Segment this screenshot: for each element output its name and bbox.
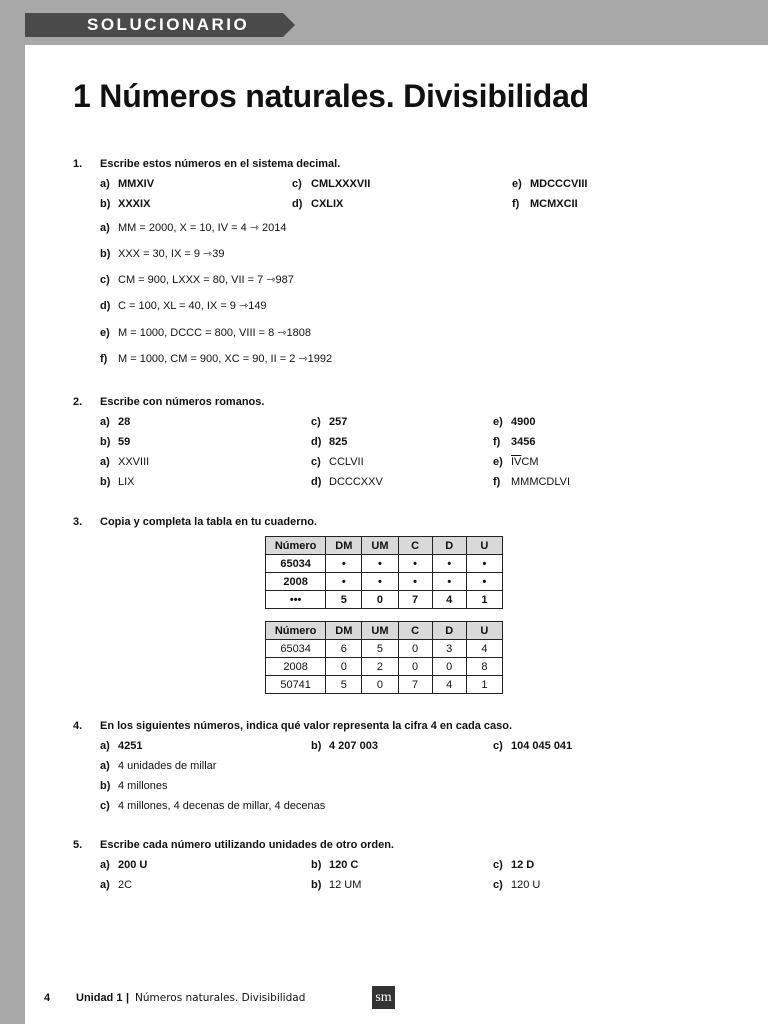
- answer-text-rest: CM: [521, 456, 539, 468]
- item-value: 257: [329, 416, 348, 428]
- answer-label: a): [100, 456, 110, 468]
- item-value: 4251: [118, 740, 143, 752]
- item-label: a): [100, 740, 110, 752]
- header-banner: [25, 13, 295, 37]
- table-cell: 65034: [266, 555, 326, 573]
- table-cell: 4: [432, 591, 466, 609]
- page-title: 1 Números naturales. Divisibilidad: [73, 78, 590, 114]
- item-value: 4 207 003: [329, 740, 378, 752]
- item-value: 120 C: [329, 859, 359, 871]
- table-exercise: [265, 536, 503, 609]
- header-cell: DM: [326, 537, 362, 555]
- table-cell: 0: [398, 658, 432, 676]
- table-cell: •: [432, 555, 466, 573]
- table-cell: 65034: [266, 640, 326, 658]
- header-cell: D: [432, 537, 466, 555]
- header-cell: C: [398, 622, 432, 640]
- exercise-3-prompt: Copia y completa la tabla en tu cuaderno.: [100, 516, 317, 528]
- item-label: c): [292, 178, 302, 190]
- item-value: 12 D: [511, 859, 535, 871]
- answer-label: a): [100, 222, 110, 234]
- exercise-1-number: 1.: [73, 158, 83, 170]
- header-cell: C: [398, 537, 432, 555]
- exercise-4-number: 4.: [73, 720, 83, 732]
- item-label: f): [493, 436, 501, 448]
- answer-label: b): [311, 879, 322, 891]
- table-cell: 1: [466, 676, 502, 694]
- header-cell: U: [466, 537, 502, 555]
- item-value: 825: [329, 436, 348, 448]
- item-value: MMXIV: [118, 178, 155, 190]
- item-value: 200 U: [118, 859, 148, 871]
- table-cell: •••: [266, 591, 326, 609]
- table-cell: 6: [326, 640, 362, 658]
- table-cell: 7: [398, 676, 432, 694]
- table-cell: 5: [326, 591, 362, 609]
- item-value: MDCCCVIII: [530, 178, 588, 190]
- item-label: d): [292, 198, 303, 210]
- header-cell: UM: [362, 537, 398, 555]
- answer-text: 12 UM: [329, 879, 362, 891]
- table-cell: •: [398, 573, 432, 591]
- header-cell: Número: [266, 537, 326, 555]
- answer-text: CM = 900, LXXX = 80, VII = 7 ⇾987: [118, 274, 294, 286]
- exercise-2-number: 2.: [73, 396, 83, 408]
- answer-label: f): [100, 353, 108, 365]
- header-cell: D: [432, 622, 466, 640]
- table-row: [266, 676, 503, 694]
- exercise-1-prompt: Escribe estos números en el sistema decimal.: [100, 158, 341, 170]
- table-cell: •: [466, 573, 502, 591]
- footer-chapter: Números naturales. Divisibilidad: [135, 992, 306, 1004]
- table-cell: •: [432, 573, 466, 591]
- page-number: 4: [44, 992, 51, 1004]
- table-cell: 0: [326, 658, 362, 676]
- table-cell: •: [362, 555, 398, 573]
- answer-label: c): [493, 879, 503, 891]
- item-value: MCMXCII: [530, 198, 578, 210]
- table-cell: 5: [362, 640, 398, 658]
- table-cell: 2: [362, 658, 398, 676]
- table-cell: 0: [362, 676, 398, 694]
- item-label: b): [100, 198, 111, 210]
- item-label: b): [311, 859, 322, 871]
- banner-title: SOLUCIONARIO: [87, 15, 250, 34]
- publisher-logo: sm: [372, 986, 395, 1009]
- table-cell: 4: [432, 676, 466, 694]
- answer-label: e): [100, 327, 110, 339]
- answer-text: MM = 2000, X = 10, IV = 4 ⇾ 2014: [118, 222, 287, 234]
- answer-text: XXVIII: [118, 456, 150, 468]
- answer-text: MMMCDLVI: [511, 476, 571, 488]
- answer-text: 4 millones, 4 decenas de millar, 4 decenas: [118, 800, 326, 812]
- table-cell: •: [326, 555, 362, 573]
- answer-text: M = 1000, DCCC = 800, VIII = 8 ⇾1808: [118, 327, 311, 339]
- footer-separator: |: [126, 992, 130, 1004]
- table-cell: •: [398, 555, 432, 573]
- table-cell: 5: [326, 676, 362, 694]
- table-cell: 3: [432, 640, 466, 658]
- exercise-3-number: 3.: [73, 516, 83, 528]
- item-label: c): [493, 859, 503, 871]
- answer-text: 4 millones: [118, 780, 168, 792]
- item-value: 4900: [511, 416, 536, 428]
- answer-text: LIX: [118, 476, 135, 488]
- table-row: [266, 658, 503, 676]
- item-label: e): [512, 178, 522, 190]
- answer-label: f): [493, 476, 501, 488]
- answer-text: 2C: [118, 879, 133, 891]
- item-label: c): [311, 416, 321, 428]
- table-cell: 50741: [266, 676, 326, 694]
- table-cell: 0: [432, 658, 466, 676]
- answer-text: 4 unidades de millar: [118, 760, 217, 772]
- table-cell: 1: [466, 591, 502, 609]
- answer-text: DCCCXXV: [329, 476, 383, 488]
- exercise-5-number: 5.: [73, 839, 83, 851]
- item-value: CMLXXXVII: [311, 178, 371, 190]
- table-header-row: [266, 537, 503, 555]
- table-cell: 2008: [266, 573, 326, 591]
- item-value: 59: [118, 436, 131, 448]
- table-cell: 4: [466, 640, 502, 658]
- answer-label: d): [311, 476, 322, 488]
- table-cell: •: [466, 555, 502, 573]
- exercise-5-prompt: Escribe cada número utilizando unidades de otro orden.: [100, 839, 394, 851]
- overline-part: $\overline{IV}$: [511, 456, 522, 468]
- header-cell: U: [466, 622, 502, 640]
- table-cell: •: [326, 573, 362, 591]
- table-row: [266, 640, 503, 658]
- table-cell: 0: [362, 591, 398, 609]
- exercise-2-prompt: Escribe con números romanos.: [100, 396, 265, 408]
- item-label: f): [512, 198, 520, 210]
- item-value: 28: [118, 416, 131, 428]
- answer-text: C = 100, XL = 40, IX = 9 ⇾149: [118, 300, 267, 312]
- table-cell: 7: [398, 591, 432, 609]
- item-label: b): [311, 740, 322, 752]
- item-value: 104 045 041: [511, 740, 573, 752]
- footer-unit: Unidad 1: [76, 992, 123, 1004]
- answer-label: a): [100, 760, 110, 772]
- item-label: a): [100, 416, 110, 428]
- answer-label: c): [100, 800, 110, 812]
- header-cell: DM: [326, 622, 362, 640]
- answer-text: CCLVII: [329, 456, 364, 468]
- answer-label: e): [493, 456, 503, 468]
- table-row: [266, 591, 503, 609]
- answer-text: XXX = 30, IX = 9 ⇾39: [118, 248, 225, 260]
- header-cell: Número: [266, 622, 326, 640]
- answer-label: b): [100, 248, 111, 260]
- item-value: 3456: [511, 436, 536, 448]
- table-row: [266, 573, 503, 591]
- header-cell: UM: [362, 622, 398, 640]
- table-cell: 8: [466, 658, 502, 676]
- answer-text-roman-overline: [511, 456, 539, 469]
- answer-text: 120 U: [511, 879, 541, 891]
- answer-label: a): [100, 879, 110, 891]
- answer-text: M = 1000, CM = 900, XC = 90, II = 2 ⇾1992: [118, 353, 333, 365]
- item-label: c): [493, 740, 503, 752]
- answer-label: d): [100, 300, 111, 312]
- item-label: e): [493, 416, 503, 428]
- table-cell: •: [362, 573, 398, 591]
- answer-label: c): [311, 456, 321, 468]
- table-solution: [265, 621, 503, 694]
- answer-label: b): [100, 476, 111, 488]
- item-label: b): [100, 436, 111, 448]
- table-cell: 0: [398, 640, 432, 658]
- table-row: [266, 555, 503, 573]
- page: [25, 45, 768, 1024]
- answer-label: b): [100, 780, 111, 792]
- answer-label: c): [100, 274, 110, 286]
- item-label: d): [311, 436, 322, 448]
- item-label: a): [100, 859, 110, 871]
- item-label: a): [100, 178, 110, 190]
- item-value: CXLIX: [311, 198, 344, 210]
- table-cell: 2008: [266, 658, 326, 676]
- item-value: XXXIX: [118, 198, 151, 210]
- exercise-4-prompt: En los siguientes números, indica qué valor representa la cifra 4 en cada caso.: [100, 720, 513, 732]
- table-header-row: [266, 622, 503, 640]
